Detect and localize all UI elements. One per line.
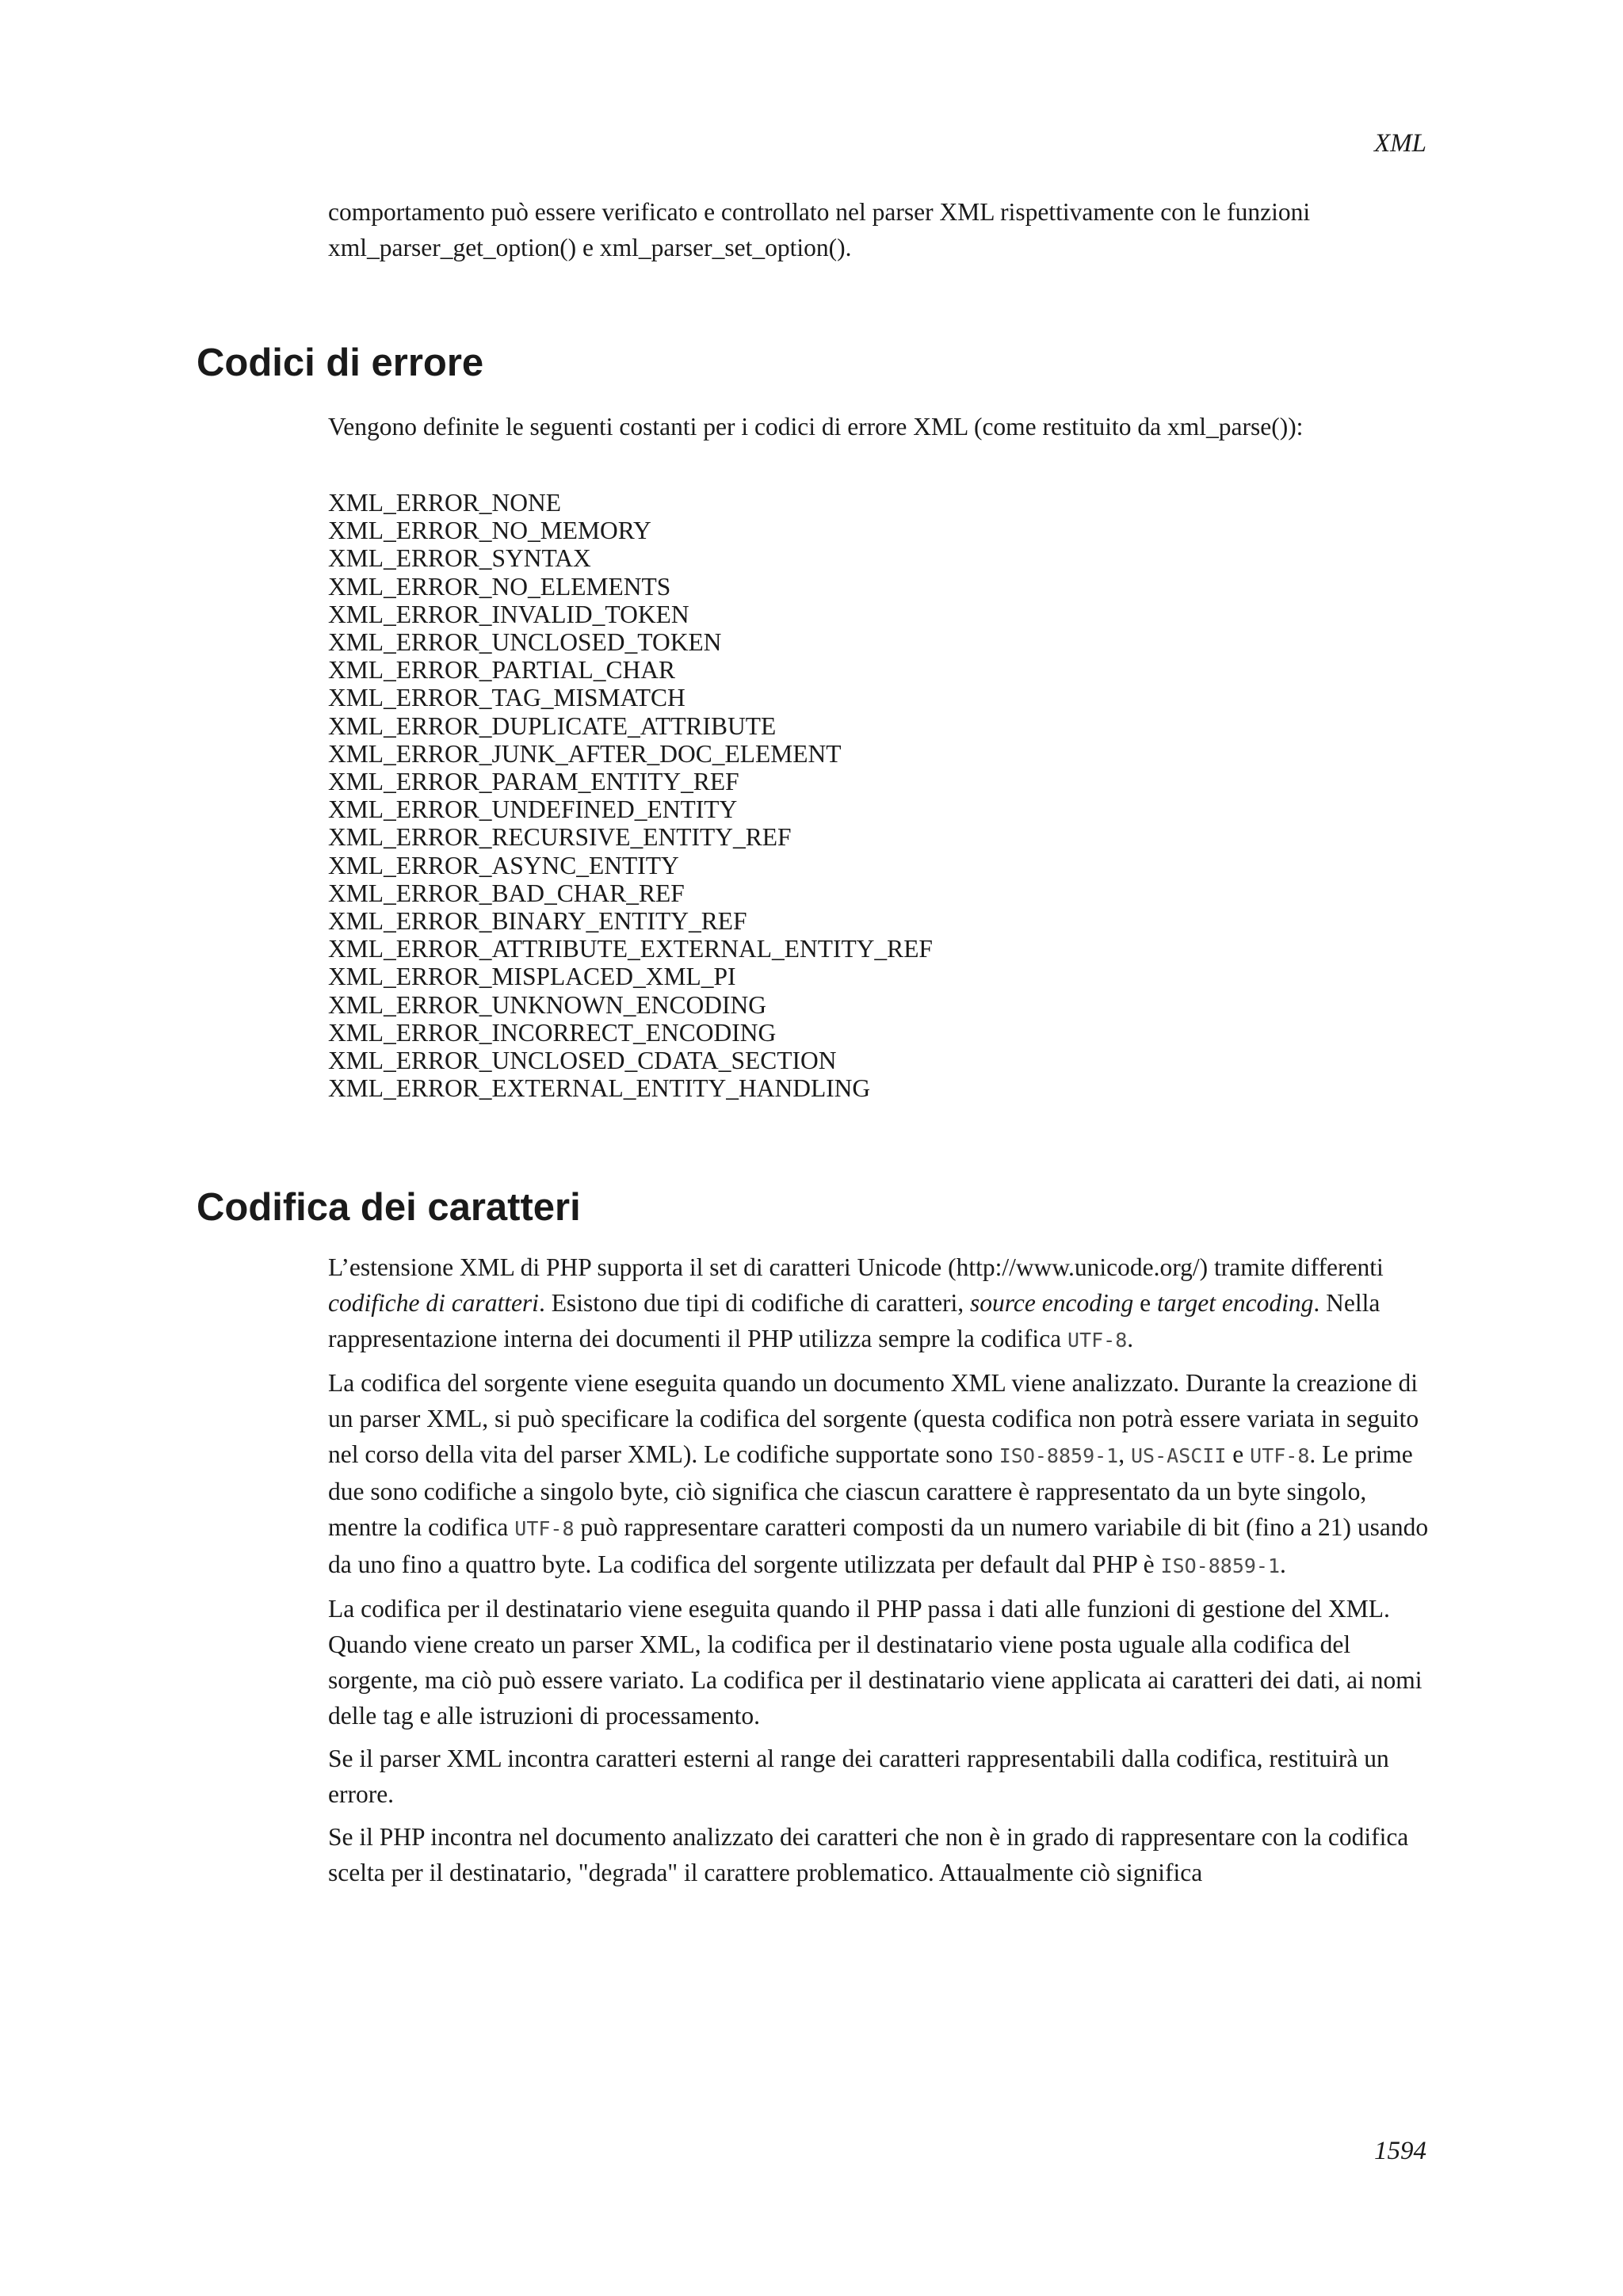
- inline-code: US-ASCII: [1130, 1444, 1227, 1467]
- error-constant: XML_ERROR_UNCLOSED_CDATA_SECTION: [328, 1047, 837, 1075]
- inline-code: ISO-8859-1: [999, 1444, 1119, 1467]
- error-constant: XML_ERROR_PARAM_ENTITY_REF: [328, 768, 739, 796]
- emphasis: codifiche di caratteri: [328, 1289, 539, 1317]
- error-constant: XML_ERROR_DUPLICATE_ATTRIBUTE: [328, 711, 777, 740]
- inline-code: UTF-8: [1067, 1329, 1128, 1352]
- text: La codifica del sorgente viene eseguita quando un documento XML viene analizzato. Durante la creazione di un parser XML, si può specificare la codifica del sorgente (questa codifica non potrà essere variata in seguito nel corso della vita del parser XML). Le codifiche supportate sono: [328, 1369, 1419, 1468]
- emphasis: target encoding: [1156, 1289, 1314, 1317]
- error-constant: XML_ERROR_TAG_MISMATCH: [328, 684, 685, 712]
- error-constant: XML_ERROR_BINARY_ENTITY_REF: [328, 907, 747, 936]
- error-constant: XML_ERROR_EXTERNAL_ENTITY_HANDLING: [328, 1074, 871, 1103]
- encoding-paragraph-5: Se il PHP incontra nel documento analizzato dei caratteri che non è in grado di rappresentare con la codifica scelta per il destinatario, "degrada" il carattere problematico. Attaualmente ciò significa: [328, 1823, 1409, 1886]
- error-constant: XML_ERROR_NO_MEMORY: [328, 517, 651, 545]
- inline-code: ISO-8859-1: [1160, 1554, 1281, 1577]
- running-header: XML: [1374, 129, 1426, 158]
- error-constant: XML_ERROR_RECURSIVE_ENTITY_REF: [328, 823, 792, 852]
- intro-paragraph: [328, 194, 1438, 265]
- error-constant: XML_ERROR_PARTIAL_CHAR: [328, 656, 676, 685]
- text: . Nella rappresentazione interna dei documenti il PHP utilizza sempre la codifica: [328, 1289, 1381, 1352]
- error-constant: XML_ERROR_NO_ELEMENTS: [328, 572, 671, 601]
- page-number: 1594: [1374, 2137, 1426, 2165]
- error-constant: XML_ERROR_NONE: [328, 489, 562, 517]
- error-codes-intro: [328, 409, 1438, 444]
- error-constant: XML_ERROR_UNKNOWN_ENCODING: [328, 990, 766, 1019]
- error-constant: XML_ERROR_UNCLOSED_TOKEN: [328, 628, 722, 657]
- text: ,: [1118, 1440, 1131, 1468]
- text: . Esistono due tipi di codifiche di caratteri,: [538, 1289, 971, 1317]
- section-heading-character-encoding: Codifica dei caratteri: [197, 1186, 581, 1229]
- error-constant: XML_ERROR_ATTRIBUTE_EXTERNAL_ENTITY_REF: [328, 935, 933, 963]
- error-constant: XML_ERROR_ASYNC_ENTITY: [328, 851, 679, 879]
- text: e: [1226, 1440, 1251, 1468]
- inline-code: UTF-8: [1250, 1444, 1310, 1467]
- encoding-paragraph-3: La codifica per il destinatario viene eseguita quando il PHP passa i dati alle funzioni di gestione del XML. Quando viene creato un parser XML, la codifica per il destinatario viene posta uguale alla codifica del sorgente, ma ciò può essere variato. La codifica per il destinatario viene applicata ai caratteri dei dati, ai nomi delle tag e alle istruzioni di processamento.: [328, 1595, 1423, 1730]
- error-constant: XML_ERROR_SYNTAX: [328, 544, 591, 573]
- error-constant: XML_ERROR_UNDEFINED_ENTITY: [328, 795, 738, 824]
- error-constant: XML_ERROR_INCORRECT_ENCODING: [328, 1018, 777, 1047]
- error-constant: XML_ERROR_MISPLACED_XML_PI: [328, 963, 736, 991]
- error-constant: XML_ERROR_INVALID_TOKEN: [328, 600, 689, 628]
- encoding-paragraph-1: [328, 1249, 1438, 1358]
- text: può rappresentare caratteri composti da un numero variabile di bit (fino a 21) usando da uno fino a quattro byte. La codifica del sorgente utilizzata per default dal PHP è: [328, 1513, 1429, 1578]
- encoding-paragraph-2: [328, 1365, 1438, 1584]
- section-heading-error-codes: Codici di errore: [197, 341, 484, 384]
- error-codes-intro-text: Vengono definite le seguenti costanti per i codici di errore XML (come restituito da xml_parse()):: [328, 413, 1304, 441]
- encoding-paragraph-4: Se il parser XML incontra caratteri esterni al range dei caratteri rappresentabili dalla codifica, restituirà un errore.: [328, 1745, 1389, 1808]
- text: e: [1133, 1289, 1157, 1317]
- text: .: [1280, 1550, 1286, 1578]
- character-encoding-body: [328, 1249, 1438, 1897]
- emphasis: source encoding: [970, 1289, 1134, 1317]
- text: .: [1127, 1325, 1134, 1352]
- inline-code: UTF-8: [514, 1517, 575, 1540]
- text: L’estensione XML di PHP supporta il set di caratteri Unicode (http://www.unicode.org/) tramite differenti: [328, 1253, 1384, 1281]
- error-constant: XML_ERROR_JUNK_AFTER_DOC_ELEMENT: [328, 739, 842, 768]
- error-constants-list: [328, 489, 933, 1102]
- intro-text: comportamento può essere verificato e controllato nel parser XML rispettivamente con le funzioni xml_parser_get_option() e xml_parser_set_option().: [328, 198, 1311, 261]
- error-constant: XML_ERROR_BAD_CHAR_REF: [328, 879, 685, 907]
- text: . Le prime due sono codifiche a singolo byte, ciò significa che ciascun carattere è rappresentato da un byte singolo, mentre la codifica: [328, 1440, 1413, 1541]
